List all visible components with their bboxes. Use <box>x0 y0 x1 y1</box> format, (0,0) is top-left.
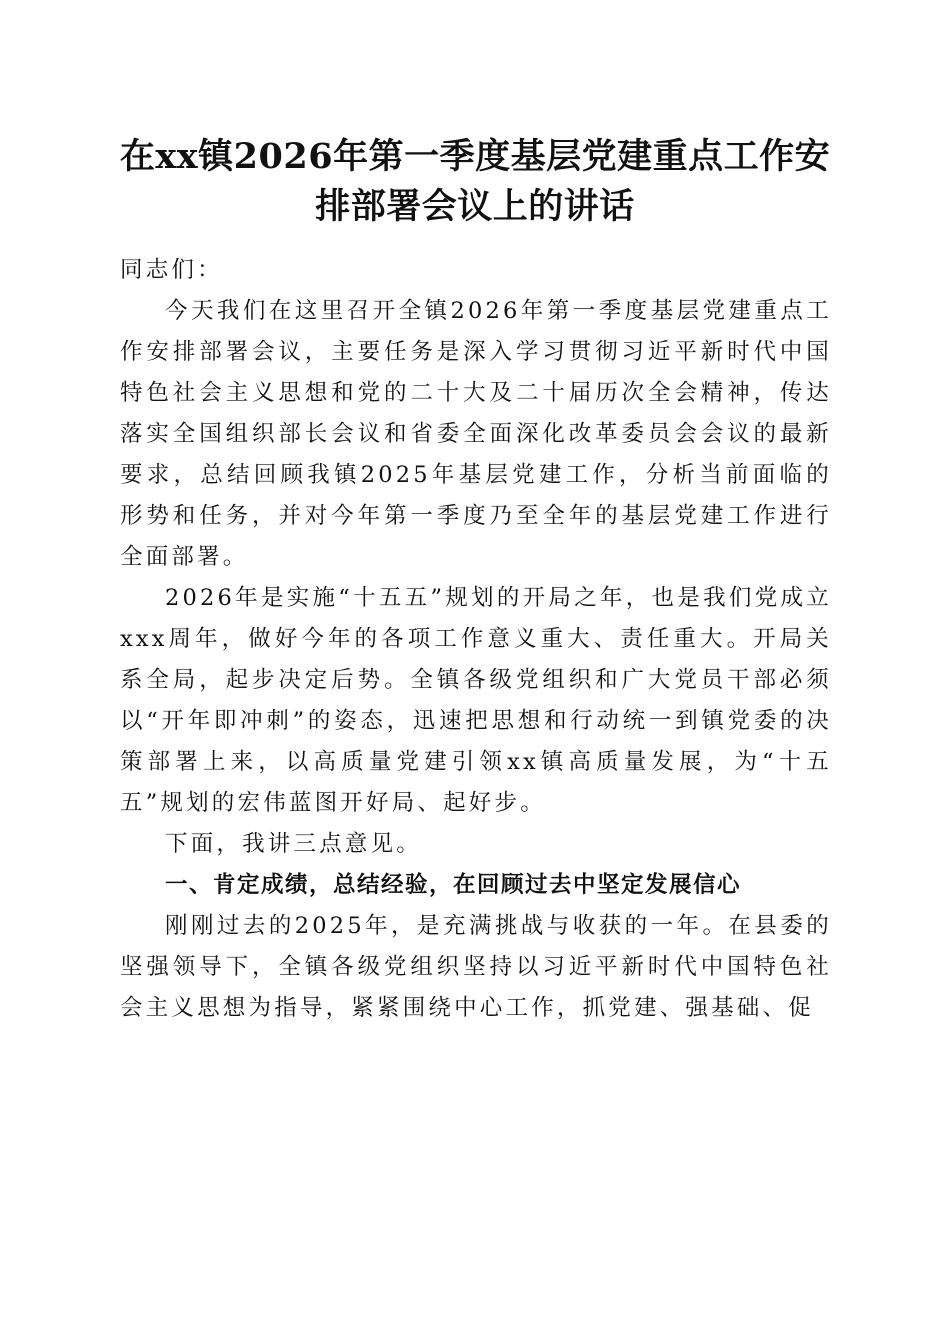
document-title: 在xx镇2026年第一季度基层党建重点工作安排部署会议上的讲话 <box>119 136 831 227</box>
paragraph-intro: 今天我们在这里召开全镇2026年第一季度基层党建重点工作安排部署会议，主要任务是深入学习贯彻习近平新时代中国特色社会主义思想和党的二十大及二十届历次全会精神，传达落实全国组织部长会议和省委全面深化改革委员会会议的最新要求，总结回顾我镇2025年基层党建工作，分析当前面临的形势和任务，并对今年第一季度乃至全年的基层党建工作进行全面部署。 <box>120 298 832 570</box>
section-heading-one: 一、肯定成绩，总结经验，在回顾过去中坚定发展信心 <box>165 872 742 898</box>
paragraph-context: 2026年是实施“十五五”规划的开局之年，也是我们党成立xxx周年，做好今年的各项工作意义重大、责任重大。开局关系全局，起步决定后势。全镇各级党组织和广大党员干部必须以“开年即冲刺”的姿态，迅速把思想和行动统一到镇党委的决策部署上来，以高质量党建引领xx镇高质量发展，为“十五五”规划的宏伟蓝图开好局、起好步。 <box>120 585 832 816</box>
salutation: 同志们： <box>120 257 223 283</box>
section-one-paragraph: 刚刚过去的2025年，是充满挑战与收获的一年。在县委的坚强领导下，全镇各级党组织坚持以习近平新时代中国特色社会主义思想为指导，紧紧围绕中心工作，抓党建、强基础、促 <box>120 913 832 1021</box>
paragraph-transition: 下面，我讲三点意见。 <box>165 831 423 857</box>
document-body <box>120 250 832 1029</box>
